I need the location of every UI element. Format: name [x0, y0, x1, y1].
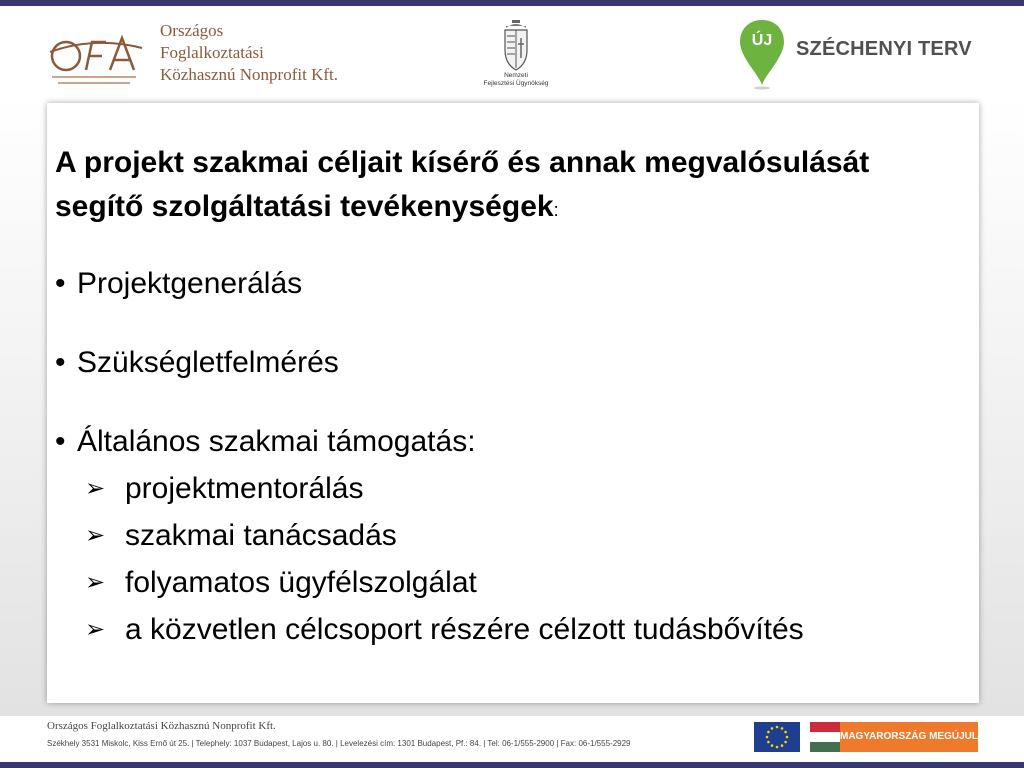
location-pin-icon — [738, 18, 786, 90]
ofa-name-line: Foglalkoztatási — [160, 43, 264, 62]
slide-heading-colon: : — [553, 200, 559, 220]
nfu-name-line1: Nemzeti — [504, 72, 528, 79]
footer-address: Székhely 3531 Miskolc, Kiss Ernő út 25. | Telephely: 1037 Budapest, Lajos u. 80. | Levelezési cím: 1301 Budapest, Pf.: 84. | Tel: 06-1/555-2900 | Fax: 06-1/555-2929 — [47, 739, 631, 748]
bullet-dot-icon: • — [55, 346, 66, 379]
slide-heading-text: A projekt szakmai céljait kísérő és annak megvalósulását segítő szolgáltatási tevékenységek — [55, 146, 870, 223]
sub-bullet-text: a közvetlen célcsoport részére célzott tudásbővítés — [125, 613, 804, 646]
szechenyi-terv-text: SZÉCHENYI TERV — [796, 38, 972, 60]
bullet-item-text: Szükségletfelmérés — [77, 346, 339, 379]
content-card — [47, 103, 979, 703]
ofa-logo-mark-icon — [44, 18, 144, 90]
eu-flag-icon — [754, 722, 800, 752]
ofa-logo — [44, 14, 404, 94]
sub-bullet-item — [85, 518, 397, 554]
footer-org-name: Országos Foglalkoztatási Közhasznú Nonprofit Kft. — [47, 720, 276, 732]
ofa-name-line: Közhasznú Nonprofit Kft. — [160, 65, 338, 84]
sub-bullet-item — [85, 565, 477, 601]
szechenyi-terv-logo — [738, 18, 998, 88]
nfu-name-line2: Fejlesztési Ügynökség — [483, 80, 549, 87]
nfu-logo — [476, 18, 556, 94]
arrow-bullet-icon: ➢ — [85, 475, 106, 502]
bottom-bar — [0, 762, 1024, 768]
pin-label: ÚJ — [751, 32, 773, 49]
bullet-item — [55, 345, 339, 381]
ofa-name-line: Országos — [160, 21, 224, 40]
sub-bullet-text: projektmentorálás — [125, 472, 364, 505]
hungarian-crest-icon — [501, 18, 531, 72]
top-bar — [0, 0, 1024, 6]
eu-stars-icon — [754, 722, 800, 752]
magyarorszag-megujul-badge — [810, 722, 978, 752]
bullet-item-text: Projektgenerálás — [77, 267, 303, 300]
content-body — [55, 111, 971, 695]
bullet-dot-icon: • — [55, 267, 66, 300]
sub-bullet-text: szakmai tanácsadás — [125, 519, 397, 552]
sub-bullet-item — [85, 471, 363, 507]
sub-bullet-item — [85, 612, 804, 648]
ofa-org-name — [160, 20, 338, 86]
bullet-item — [55, 424, 476, 460]
arrow-bullet-icon: ➢ — [85, 616, 106, 643]
arrow-bullet-icon: ➢ — [85, 569, 106, 596]
bullet-item-text: Általános szakmai támogatás: — [77, 425, 476, 458]
bullet-dot-icon: • — [55, 425, 66, 458]
hungarian-flag-icon — [810, 722, 840, 752]
sub-bullet-text: folyamatos ügyfélszolgálat — [125, 566, 477, 599]
slide-heading — [55, 141, 955, 232]
bullet-item — [55, 266, 302, 302]
badge-label: MAGYARORSZÁG MEGÚJUL — [840, 722, 978, 752]
arrow-bullet-icon: ➢ — [85, 522, 106, 549]
